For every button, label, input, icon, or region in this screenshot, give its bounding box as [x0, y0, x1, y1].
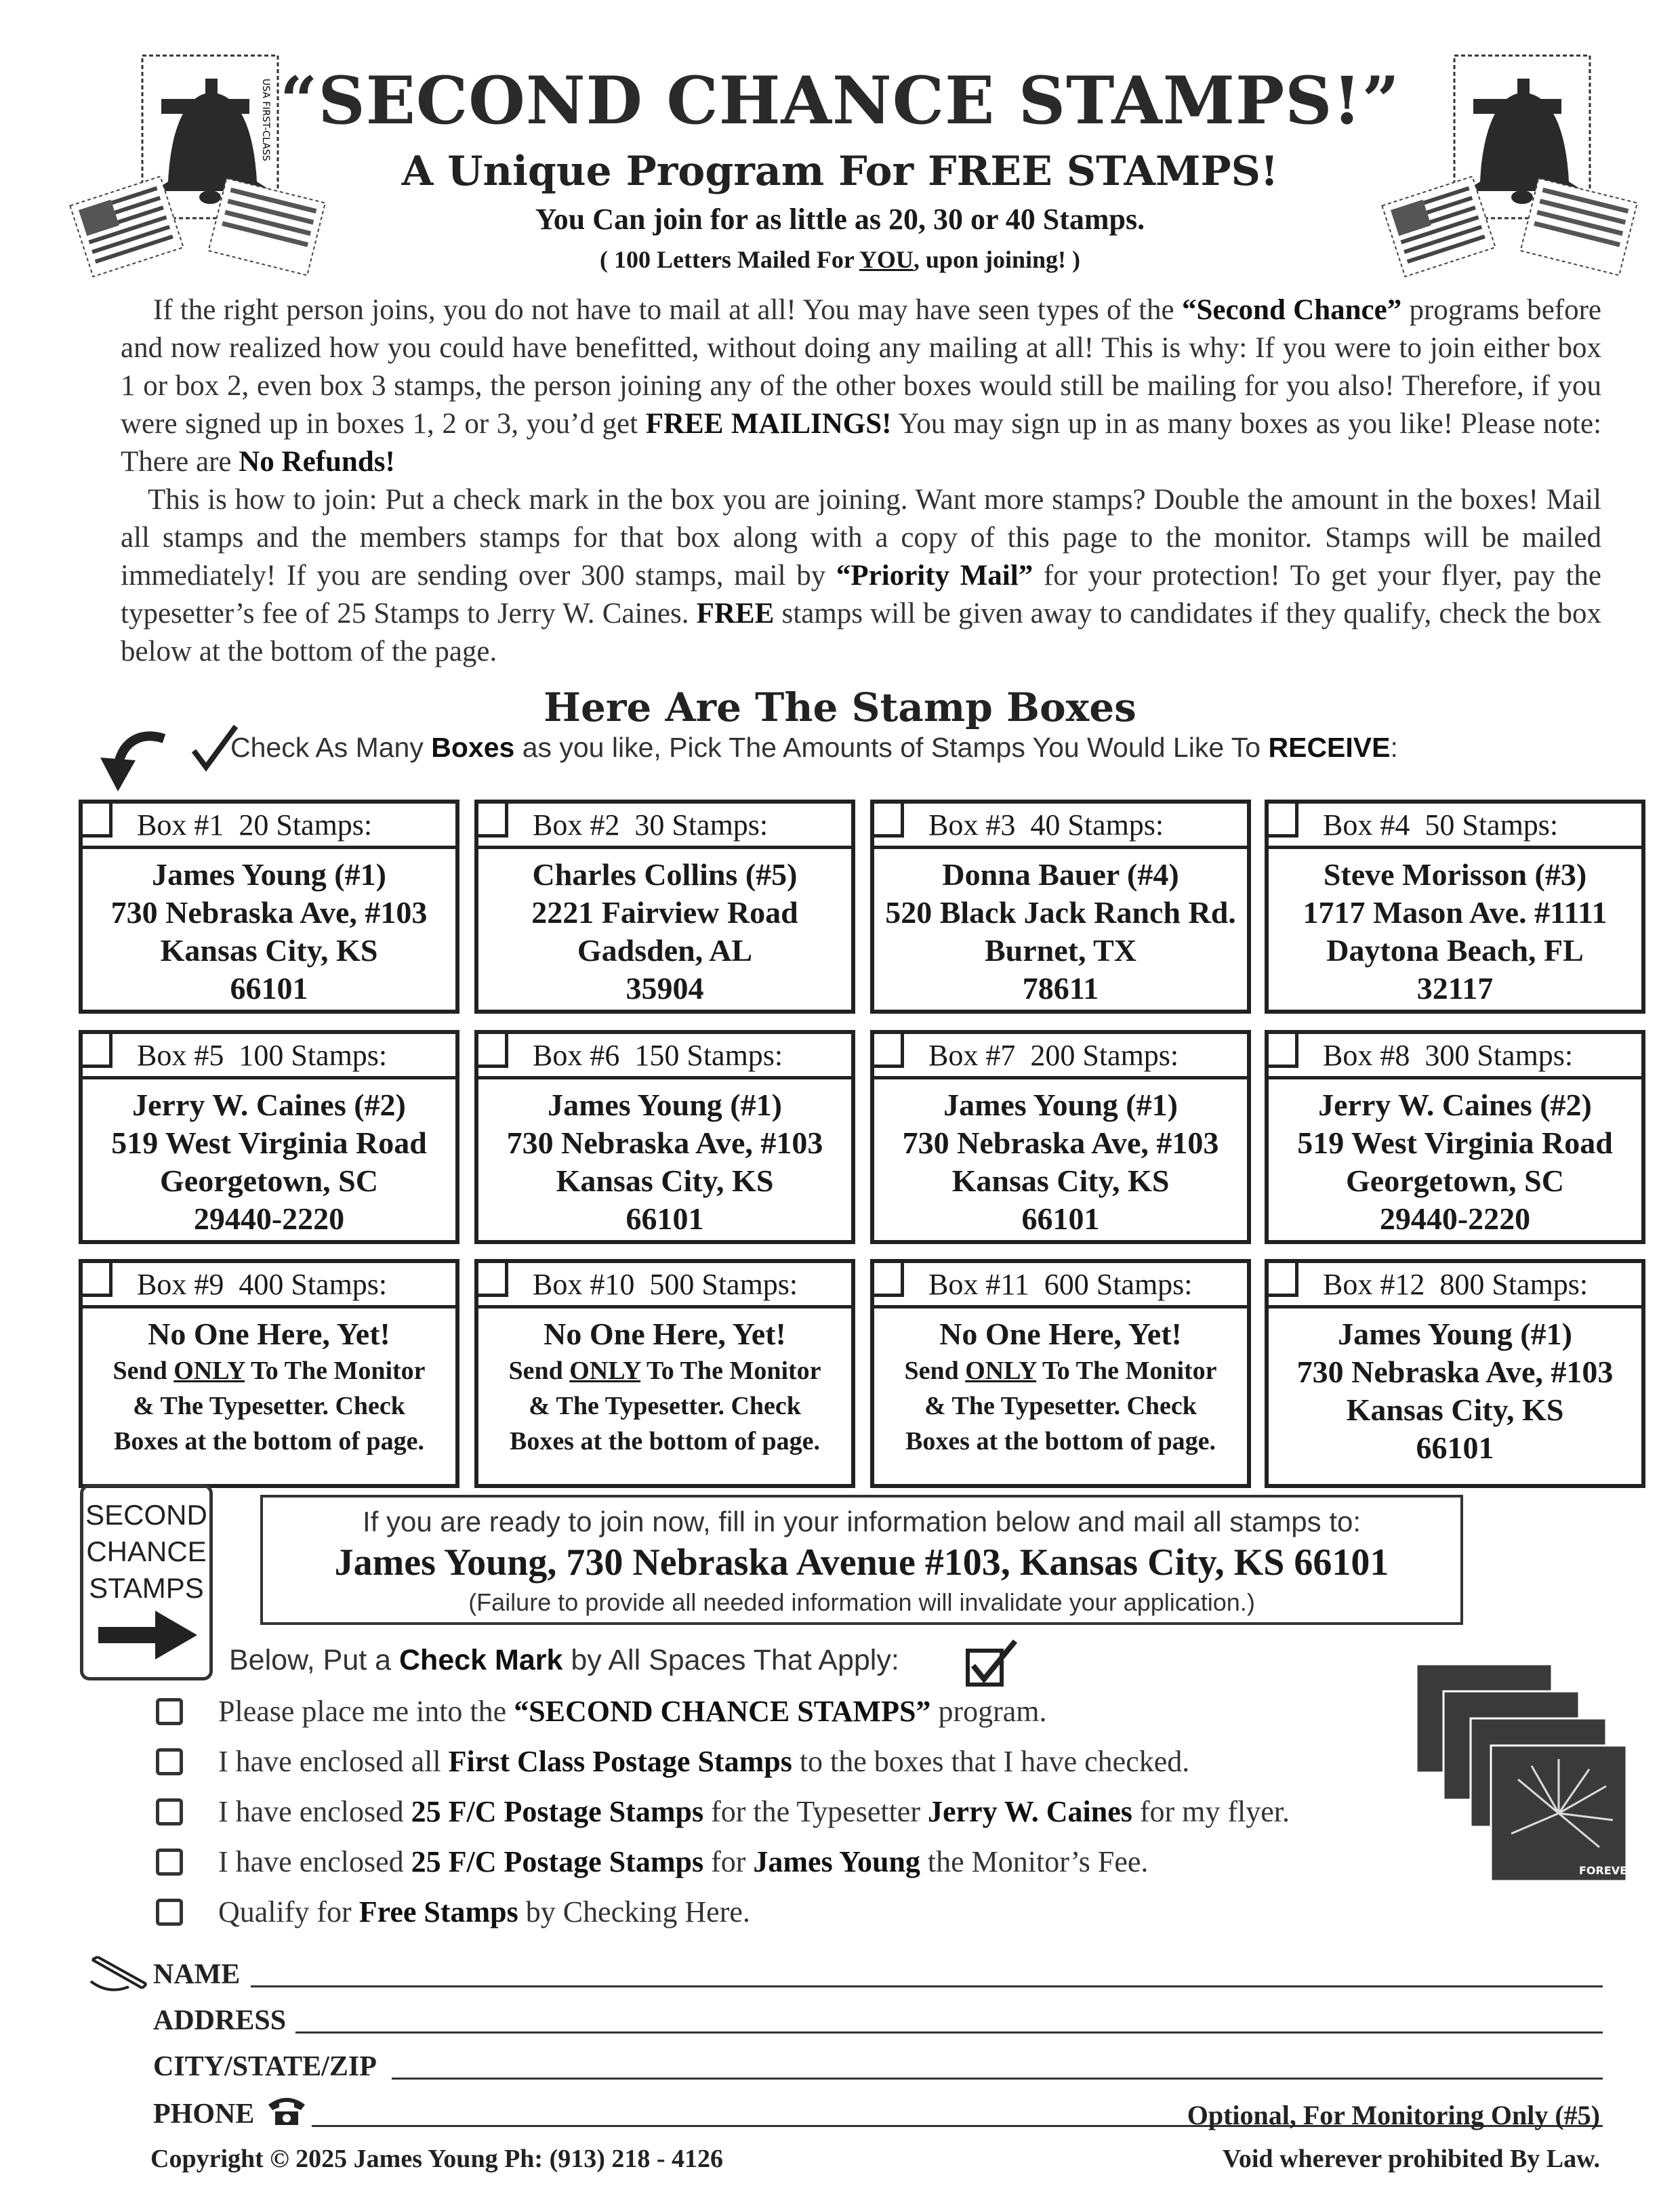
stamp-box-6 — [474, 1030, 855, 1244]
text-segment: program. — [930, 1695, 1047, 1728]
box-header — [478, 1263, 851, 1308]
box-line: Burnet, TX — [984, 933, 1137, 968]
option-row — [156, 1794, 1290, 1829]
box-line: Boxes at the bottom of page. — [509, 1427, 821, 1456]
option-checkbox[interactable] — [156, 1748, 183, 1775]
box-body — [874, 1308, 1247, 1459]
stamp-box-1 — [79, 800, 459, 1014]
box-line: 1717 Mason Ave. #1111 — [1303, 895, 1607, 930]
box-header — [83, 804, 455, 849]
box-checkbox[interactable] — [1269, 1263, 1298, 1297]
option-text — [218, 1794, 1290, 1829]
second-chance-logo — [80, 1484, 213, 1680]
text-segment: I have enclosed — [218, 1795, 411, 1828]
option-checkbox[interactable] — [156, 1698, 183, 1725]
box-body — [83, 849, 455, 1008]
box-title — [928, 1038, 1179, 1073]
text-segment: 25 F/C Postage Stamps — [411, 1845, 704, 1878]
box-member-name: Jerry W. Caines (#2) — [132, 1088, 406, 1122]
stamp-text: USA FIRST-CLASS — [260, 79, 271, 161]
box-checkbox[interactable] — [1269, 804, 1298, 838]
box-line: Boxes at the bottom of page. — [113, 1427, 425, 1456]
box-line: 66101 — [1416, 1430, 1494, 1465]
box-amount: 500 Stamps: — [649, 1268, 798, 1301]
box-line: 29440-2220 — [193, 1201, 345, 1236]
text-segment: “Second Chance” — [1181, 294, 1402, 326]
box-title — [533, 808, 768, 842]
box-body — [83, 1308, 455, 1459]
box-member-name: Jerry W. Caines (#2) — [1318, 1088, 1592, 1122]
box-checkbox[interactable] — [1269, 1034, 1298, 1068]
box-title — [928, 808, 1164, 842]
box-line: 66101 — [626, 1201, 704, 1236]
box-line: Send ONLY To The Monitor — [904, 1357, 1217, 1385]
void-notice: Void wherever prohibited By Law. — [1222, 2145, 1600, 2173]
option-row — [156, 1895, 750, 1929]
instr-mid: as you like, Pick The Amounts of Stamps You Would Like To — [514, 732, 1269, 763]
box-line: 35904 — [626, 971, 704, 1006]
stamp-box-2 — [474, 800, 855, 1014]
name-line[interactable] — [251, 1985, 1603, 1987]
copyright: Copyright © 2025 James Young Ph: (913) 218 - 4126 — [150, 2145, 724, 2173]
text-segment: the Monitor’s Fee. — [920, 1845, 1149, 1878]
logo-line-3: STAMPS — [89, 1572, 204, 1604]
box-line: Kansas City, KS — [951, 1163, 1170, 1198]
box-line: Kansas City, KS — [556, 1163, 774, 1198]
boxes-heading: Here Are The Stamp Boxes — [544, 684, 1136, 730]
option-row — [156, 1844, 1148, 1879]
below-bold: Check Mark — [399, 1644, 563, 1676]
box-member-name: No One Here, Yet! — [544, 1317, 786, 1351]
box-label: Box #10 — [533, 1268, 635, 1301]
text-segment: I have enclosed — [218, 1845, 411, 1878]
box-header — [874, 804, 1247, 849]
box-checkbox[interactable] — [478, 804, 508, 838]
box-line: Daytona Beach, FL — [1326, 933, 1584, 968]
text-segment: FREE MAILINGS! — [645, 408, 892, 440]
address-line[interactable] — [295, 2031, 1603, 2034]
text-segment: FREE — [696, 598, 775, 629]
box-title — [928, 1267, 1193, 1302]
box-member-name: Donna Bauer (#4) — [942, 857, 1179, 892]
box-title — [533, 1038, 783, 1073]
box-line: Gadsden, AL — [577, 933, 753, 968]
box-title — [1323, 808, 1558, 842]
box-line: 29440-2220 — [1379, 1201, 1531, 1236]
text-segment: “SECOND CHANCE STAMPS” — [514, 1695, 931, 1728]
box-line: & The Typesetter. Check — [133, 1392, 405, 1420]
box-header — [874, 1263, 1247, 1308]
box-checkbox[interactable] — [478, 1034, 508, 1068]
box-line: Send ONLY To The Monitor — [508, 1357, 821, 1385]
box-body — [1269, 1308, 1641, 1467]
box-line: 66101 — [1021, 1201, 1100, 1236]
box-line: 2221 Fairview Road — [531, 895, 798, 930]
box-amount: 300 Stamps: — [1425, 1039, 1574, 1072]
box-amount: 600 Stamps: — [1044, 1268, 1193, 1301]
below-pre: Below, Put a — [229, 1644, 399, 1676]
box-label: Box #1 — [137, 808, 224, 842]
box-label: Box #12 — [1323, 1268, 1425, 1301]
box-title — [137, 808, 372, 842]
join-line: You Can join for as little as 20, 30 or 40 Stamps. — [535, 203, 1145, 236]
box-line: Georgetown, SC — [1346, 1163, 1564, 1198]
box-label: Box #11 — [928, 1268, 1029, 1301]
text-segment: First Class Postage Stamps — [448, 1745, 792, 1778]
option-checkbox[interactable] — [156, 1899, 183, 1926]
box-amount: 100 Stamps: — [239, 1039, 388, 1072]
telephone-icon — [266, 2094, 308, 2128]
letters-you: YOU — [859, 246, 914, 273]
arrow-right-icon — [98, 1608, 200, 1662]
letters-line — [0, 245, 1680, 274]
instr-boxes: Boxes — [431, 732, 515, 763]
page-subtitle: A Unique Program For FREE STAMPS! — [401, 148, 1279, 195]
text-segment: Jerry W. Caines — [927, 1795, 1132, 1828]
text-segment: I have enclosed all — [218, 1745, 449, 1778]
text-segment: You may sign up in as many boxes as you like! Please note: There are — [121, 408, 1602, 478]
text-segment: Free Stamps — [358, 1895, 518, 1928]
stamp-box-11 — [870, 1259, 1251, 1488]
box-line: 519 West Virginia Road — [111, 1126, 427, 1160]
stamp-box-12 — [1265, 1259, 1645, 1488]
box-checkbox[interactable] — [83, 1034, 112, 1068]
box-member-name: No One Here, Yet! — [148, 1317, 390, 1351]
page-title: “SECOND CHANCE STAMPS!” — [280, 62, 1400, 139]
box-member-name: James Young (#1) — [943, 1088, 1178, 1122]
letters-pre: ( 100 Letters Mailed For — [600, 246, 859, 273]
option-row — [156, 1744, 1189, 1779]
box-title — [137, 1267, 387, 1302]
text-segment: stamps will be given away to candidates if they qualify, check the box below at the bottom of the page. — [121, 598, 1601, 667]
box-header — [1269, 1263, 1641, 1308]
address-label: ADDRESS — [153, 2005, 287, 2036]
box-header — [1269, 1034, 1641, 1079]
box-checkbox[interactable] — [83, 1263, 112, 1297]
text-segment: for — [703, 1845, 754, 1878]
below-instructions — [229, 1644, 899, 1677]
box-checkbox[interactable] — [83, 804, 112, 838]
text-segment: for my flyer. — [1132, 1795, 1290, 1828]
box-title — [533, 1267, 798, 1302]
intro-paragraph-1 — [121, 291, 1601, 481]
box-label: Box #4 — [1323, 808, 1410, 842]
box-amount: 150 Stamps: — [634, 1039, 783, 1072]
box-member-name: James Young (#1) — [1338, 1317, 1572, 1351]
box-label: Box #9 — [137, 1268, 224, 1301]
text-segment: This is how to join: Put a check mark in the box you are joining. Want more stamps? Double the amount in the boxes! Mail all stamps and the members stamps for that box along with a copy of this page to the monitor. Stamps will be mailed immediately! If you are sending over 300 stamps, mail by — [121, 484, 1601, 592]
phone-label: PHONE — [153, 2099, 255, 2130]
letters-post: , upon joining! ) — [913, 246, 1080, 273]
box-member-name: James Young (#1) — [548, 1088, 782, 1122]
box-line: 519 West Virginia Road — [1297, 1126, 1613, 1160]
box-amount: 40 Stamps: — [1030, 808, 1164, 842]
instr-pre: Check As Many — [230, 732, 432, 763]
stamp-box-3 — [870, 800, 1251, 1014]
box-line: 32117 — [1416, 971, 1494, 1006]
box-line: & The Typesetter. Check — [529, 1392, 801, 1420]
ready-line-1: If you are ready to join now, fill in your information below and mail all stamps to: — [362, 1506, 1361, 1537]
optional-note: Optional, For Monitoring Only (#5) — [1187, 2100, 1600, 2130]
stamp-sheet-label: FOREVER — [1579, 1864, 1636, 1877]
box-line: Kansas City, KS — [1346, 1392, 1564, 1427]
box-body — [1269, 1079, 1641, 1238]
box-amount: 30 Stamps: — [634, 808, 769, 842]
text-segment: 25 F/C Postage Stamps — [411, 1795, 704, 1828]
box-line: 78611 — [1022, 971, 1099, 1006]
box-label: Box #5 — [137, 1039, 224, 1072]
box-body — [83, 1079, 455, 1238]
box-header — [83, 1034, 455, 1079]
box-line: 520 Black Jack Ranch Rd. — [885, 895, 1236, 930]
pen-icon — [88, 1954, 149, 1995]
instr-receive: RECEIVE — [1268, 732, 1391, 763]
option-checkbox[interactable] — [156, 1849, 183, 1876]
box-body — [478, 849, 851, 1008]
box-amount: 20 Stamps: — [239, 808, 373, 842]
box-checkbox[interactable] — [874, 1263, 904, 1297]
option-row — [156, 1694, 1047, 1729]
box-line: 730 Nebraska Ave, #103 — [110, 895, 428, 930]
below-post: by All Spaces That Apply: — [562, 1644, 899, 1676]
text-segment: by Checking Here. — [518, 1895, 750, 1928]
box-line: Send ONLY To The Monitor — [112, 1357, 426, 1385]
option-text — [218, 1895, 750, 1929]
box-line: 730 Nebraska Ave, #103 — [506, 1126, 823, 1160]
stamp-box-8 — [1265, 1030, 1645, 1244]
box-label: Box #6 — [533, 1039, 620, 1072]
box-header — [1269, 804, 1641, 849]
text-segment: Qualify for — [218, 1895, 359, 1928]
box-label: Box #8 — [1323, 1039, 1410, 1072]
check-instructions — [230, 732, 1398, 764]
box-body — [874, 1079, 1247, 1238]
stamp-box-10 — [474, 1259, 855, 1488]
box-line: Boxes at the bottom of page. — [905, 1427, 1216, 1456]
text-segment: for the Typesetter — [703, 1795, 928, 1828]
box-member-name: No One Here, Yet! — [939, 1317, 1182, 1351]
box-line: 730 Nebraska Ave, #103 — [902, 1126, 1219, 1160]
city-label: CITY/STATE/ZIP — [153, 2051, 377, 2082]
text-segment: If the right person joins, you do not have to mail at all! You may have seen types of the — [153, 294, 1182, 326]
box-amount: 50 Stamps: — [1425, 808, 1559, 842]
box-label: Box #3 — [928, 808, 1016, 842]
text-segment: Please place me into the — [218, 1695, 514, 1728]
box-checkbox[interactable] — [478, 1263, 508, 1297]
box-line: Georgetown, SC — [160, 1163, 378, 1198]
box-amount: 800 Stamps: — [1439, 1268, 1589, 1301]
name-label: NAME — [153, 1959, 241, 1990]
box-checkbox[interactable] — [874, 804, 904, 838]
text-segment: programs before and now realized how you could have benefitted, without doing any mailing at all! This is why: If you were to join either box 1 or box 2, even box 3 stamps, the person joining any of the other boxes would still be mailing for you also! Therefore, if you were signed up in boxes 1, 2 or 3, you’d get — [121, 294, 1602, 440]
box-body — [478, 1308, 851, 1459]
box-header — [478, 1034, 851, 1079]
stamp-box-4 — [1265, 800, 1645, 1014]
box-line: Kansas City, KS — [160, 933, 378, 968]
stamp-box-9 — [79, 1259, 459, 1488]
box-body — [478, 1079, 851, 1238]
option-text — [218, 1694, 1047, 1729]
box-line: & The Typesetter. Check — [924, 1392, 1197, 1420]
box-body — [874, 849, 1247, 1008]
logo-line-2: CHANCE — [86, 1535, 207, 1567]
box-label: Box #2 — [533, 808, 620, 842]
box-member-name: James Young (#1) — [152, 857, 386, 892]
box-title — [1323, 1038, 1573, 1073]
curved-arrow-icon — [96, 725, 171, 793]
box-header — [874, 1034, 1247, 1079]
box-checkbox[interactable] — [874, 1034, 904, 1068]
box-amount: 400 Stamps: — [239, 1268, 388, 1301]
checked-box-icon — [965, 1638, 1019, 1687]
box-member-name: Steve Morisson (#3) — [1323, 857, 1587, 892]
text-segment: “Priority Mail” — [836, 560, 1033, 592]
box-title — [1323, 1267, 1588, 1302]
box-member-name: Charles Collins (#5) — [532, 857, 798, 892]
city-line[interactable] — [392, 2078, 1603, 2080]
option-checkbox[interactable] — [156, 1798, 183, 1825]
mail-to-box — [260, 1495, 1463, 1625]
logo-line-1: SECOND — [85, 1499, 207, 1531]
text-segment: No Refunds! — [239, 446, 395, 478]
forever-stamps-sheet-icon — [1416, 1664, 1636, 1888]
box-amount: 200 Stamps: — [1030, 1039, 1179, 1072]
box-header — [478, 804, 851, 849]
box-line: 66101 — [230, 971, 308, 1006]
box-line: 730 Nebraska Ave, #103 — [1296, 1355, 1614, 1389]
stamp-box-7 — [870, 1030, 1251, 1244]
ready-note: (Failure to provide all needed information will invalidate your application.) — [468, 1588, 1255, 1616]
text-segment: to the boxes that I have checked. — [792, 1745, 1190, 1778]
box-body — [1269, 849, 1641, 1008]
option-text — [218, 1844, 1148, 1879]
stamp-box-5 — [79, 1030, 459, 1244]
box-title — [137, 1038, 387, 1073]
box-label: Box #7 — [928, 1039, 1016, 1072]
box-header — [83, 1263, 455, 1308]
instr-post: : — [1390, 732, 1398, 763]
text-segment: James Young — [753, 1845, 920, 1878]
intro-paragraph-2 — [121, 481, 1601, 671]
text-segment: for your protection! To get your flyer, pay the typesetter’s fee of 25 Stamps to Jerry W. Caines. — [121, 560, 1601, 629]
option-text — [218, 1744, 1189, 1779]
ready-address: James Young, 730 Nebraska Avenue #103, Kansas City, KS 66101 — [334, 1542, 1389, 1584]
